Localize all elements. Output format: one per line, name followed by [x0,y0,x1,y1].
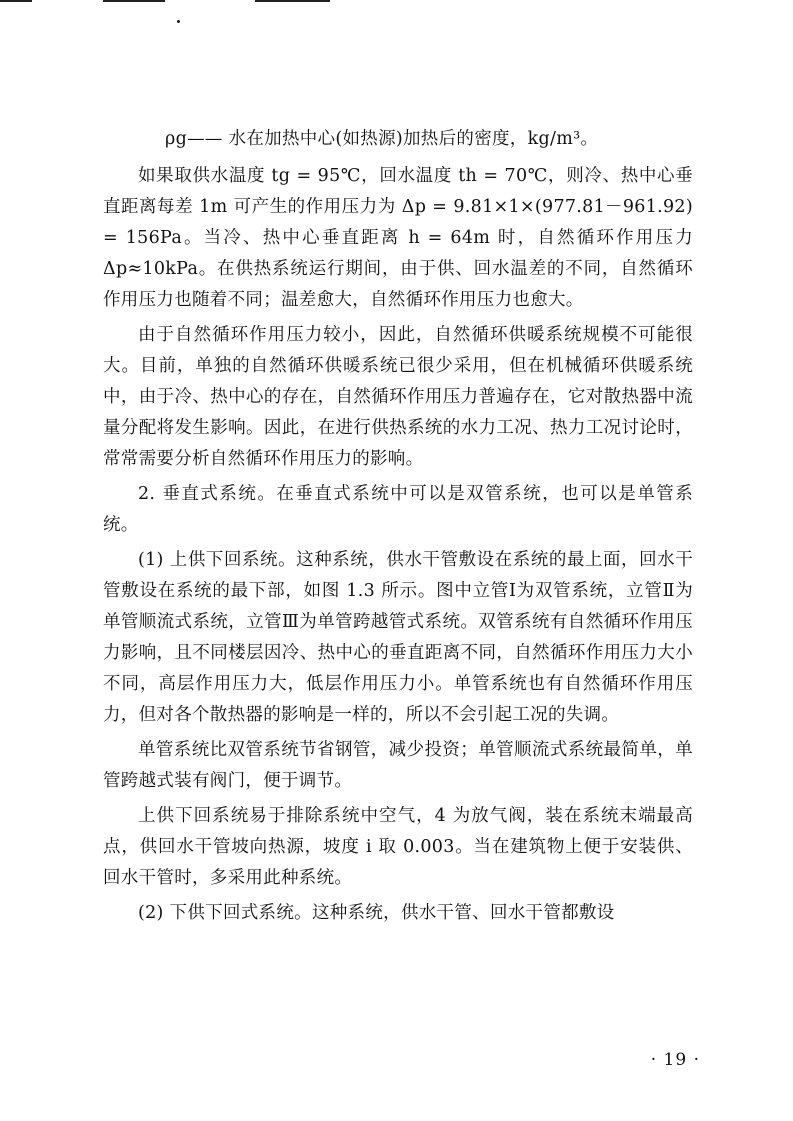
paragraph-upper-supply-lower-return: (1) 上供下回系统。这种系统，供水干管敷设在系统的最上面，回水干管敷设在系统的最下部，如图 1.3 所示。图中立管Ⅰ为双管系统，立管Ⅱ为单管顺流式系统，立管Ⅲ为单管跨越管式系统。双管系统有自然循环作用压力影响，且不同楼层因冷、热中心的垂直距离不同，自然循环作用压力大小不同，高层作用压力大，低层作用压力小。单管系统也有自然循环作用压力，但对各个散热器的影响是一样的，所以不会引起工况的失调。 [103,550,693,725]
paragraph-pressure-calculation: 如果取供水温度 tg = 95℃，回水温度 th = 70℃，则冷、热中心垂直距离每差 1m 可产生的作用压力为 Δp = 9.81×1×(977.81－961.92) = 156Pa。当冷、热中心垂直距离 h = 64m 时，自然循环作用压力 Δp≈10kPa。在供热系统运行期间，由于供、回水温差的不同，自然循环作用压力也随着不同；温差愈大，自然循环作用压力也愈大。 [103,166,693,310]
scan-mark [177,20,180,23]
paragraph-vertical-system: 2. 垂直式系统。在垂直式系统中可以是双管系统，也可以是单管系统。 [103,484,693,535]
page-body [103,124,693,933]
paragraph-natural-circulation: 由于自然循环作用压力较小，因此，自然循环供暖系统规模不可能很大。目前，单独的自然循环供暖系统已很少采用，但在机械循环供暖系统中，由于冷、热中心的存在，自然循环作用压力普遍存在，它对散热器中流量分配将发生影响。因此，在进行供热系统的水力工况、热力工况讨论时，常常需要分析自然循环作用压力的影响。 [103,325,693,469]
header-rule-right [255,0,330,2]
paragraph-single-pipe-comparison: 单管系统比双管系统节省钢管，减少投资；单管顺流式系统最简单，单管跨越式装有阀门，便于调节。 [103,740,693,791]
paragraph-air-venting: 上供下回系统易于排除系统中空气，4 为放气阀，装在系统末端最高点，供回水干管坡向热源，坡度 i 取 0.003。当在建筑物上便于安装供、回水干管时，多采用此种系统。 [103,806,693,888]
density-definition: ρg—— 水在加热中心(如热源)加热后的密度，kg/m³。 [165,129,599,149]
header-rule-middle [103,0,165,2]
header-rule-left [0,0,32,2]
paragraph-lower-supply-lower-return: (2) 下供下回式系统。这种系统，供水干管、回水干管都敷设 [138,903,615,923]
page-number: · 19 · [650,1050,700,1070]
